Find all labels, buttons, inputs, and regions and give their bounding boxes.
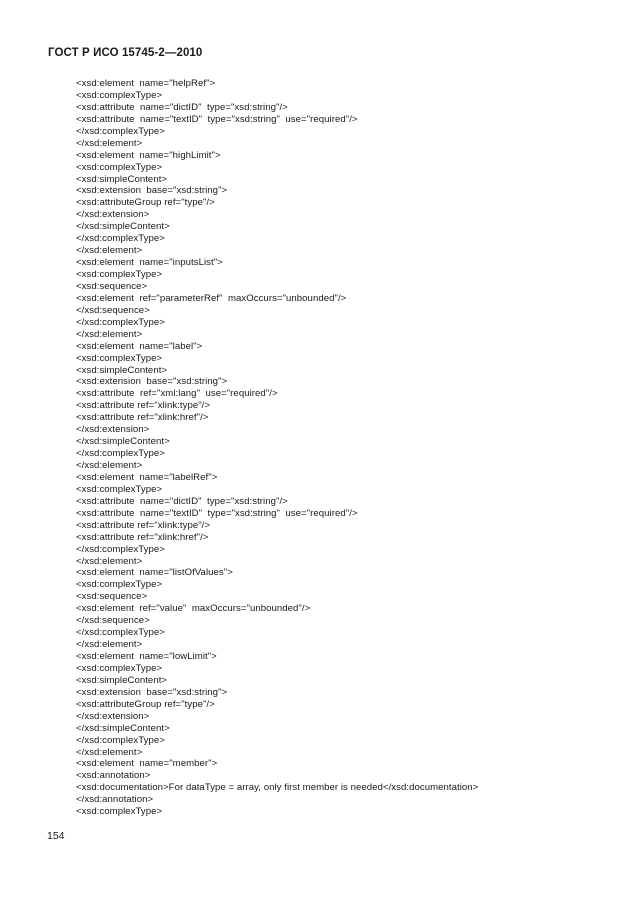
code-line: <xsd:element name="labelRef"> xyxy=(76,471,218,483)
code-line: <xsd:simpleContent> xyxy=(76,173,168,185)
code-line: <xsd:sequence> xyxy=(76,591,148,603)
code-line: <xsd:element ref="parameterRef" maxOccurs="unbounded"/> xyxy=(76,292,347,304)
code-line: <xsd:complexType> xyxy=(76,806,163,818)
code-line: <xsd:complexType> xyxy=(76,269,163,280)
code-line: <xsd:attribute ref="xlink:type"/> xyxy=(76,519,211,531)
code-line: <xsd:attribute name="dictID" type="xsd:string"/> xyxy=(76,495,288,507)
code-line: <xsd:attribute name="dictID" type="xsd:string"/> xyxy=(76,101,288,113)
code-line: </xsd:annotation> xyxy=(76,794,154,806)
code-line: <xsd:simpleContent> xyxy=(76,674,168,686)
code-line: </xsd:simpleContent> xyxy=(76,722,170,734)
code-line: </xsd:element> xyxy=(76,245,143,257)
code-line: <xsd:attribute ref="xml:lang" use="required"/> xyxy=(76,388,278,400)
code-line: <xsd:complexType> xyxy=(76,662,163,674)
code-line: <xsd:element name="label"> xyxy=(76,340,203,352)
code-line: <xsd:sequence> xyxy=(76,280,148,292)
code-line: </xsd:extension> xyxy=(76,209,150,221)
code-line: <xsd:complexType> xyxy=(76,89,163,101)
code-line: </xsd:extension> xyxy=(76,710,150,722)
code-line: </xsd:complexType> xyxy=(76,627,165,639)
code-line: <xsd:complexType> xyxy=(76,352,163,364)
code-line: </xsd:complexType> xyxy=(76,543,165,555)
page-header-title: ГОСТ Р ИСО 15745-2—2010 xyxy=(48,47,203,59)
code-line: <xsd:extension base="xsd:string"> xyxy=(76,185,228,197)
code-line: <xsd:complexType> xyxy=(76,579,163,591)
code-line: <xsd:element name="helpRef"> xyxy=(76,78,216,89)
code-line: </xsd:complexType> xyxy=(76,448,165,460)
code-line: </xsd:simpleContent> xyxy=(76,221,170,233)
code-line: <xsd:simpleContent> xyxy=(76,364,168,376)
code-line: <xsd:extension base="xsd:string"> xyxy=(76,686,228,698)
code-line: <xsd:documentation>For dataType = array, only first member is needed</xsd:documentation> xyxy=(76,782,479,794)
code-line: </xsd:complexType> xyxy=(76,233,165,245)
code-line: </xsd:element> xyxy=(76,639,143,651)
code-line: </xsd:element> xyxy=(76,555,143,567)
xsd-code-listing xyxy=(76,78,478,818)
code-line: </xsd:element> xyxy=(76,328,143,340)
code-line: </xsd:element> xyxy=(76,746,143,758)
code-line: <xsd:attribute ref="xlink:href"/> xyxy=(76,412,209,424)
code-line: <xsd:complexType> xyxy=(76,483,163,495)
code-line: <xsd:attribute name="textID" type="xsd:string" use="required"/> xyxy=(76,113,358,125)
code-line: <xsd:annotation> xyxy=(76,770,151,782)
code-line: <xsd:extension base="xsd:string"> xyxy=(76,376,228,388)
page-number: 154 xyxy=(47,830,65,842)
code-line: </xsd:complexType> xyxy=(76,316,165,328)
code-line: </xsd:element> xyxy=(76,137,143,149)
code-line: <xsd:element name="member"> xyxy=(76,758,218,770)
code-line: <xsd:element ref="value" maxOccurs="unbounded"/> xyxy=(76,603,311,615)
code-line: </xsd:complexType> xyxy=(76,734,165,746)
code-line: <xsd:attribute name="textID" type="xsd:string" use="required"/> xyxy=(76,507,358,519)
code-line: <xsd:attributeGroup ref="type"/> xyxy=(76,197,215,209)
code-line: </xsd:sequence> xyxy=(76,615,150,627)
code-line: </xsd:complexType> xyxy=(76,125,165,137)
code-line: <xsd:complexType> xyxy=(76,161,163,173)
code-line: </xsd:extension> xyxy=(76,424,150,436)
code-line: </xsd:simpleContent> xyxy=(76,436,170,448)
code-line: <xsd:attribute ref="xlink:type"/> xyxy=(76,400,211,412)
code-line: <xsd:element name="listOfValues"> xyxy=(76,567,233,579)
code-line: </xsd:sequence> xyxy=(76,304,150,316)
code-line: </xsd:element> xyxy=(76,460,143,471)
code-line: <xsd:attribute ref="xlink:href"/> xyxy=(76,531,209,543)
code-line: <xsd:element name="inputsList"> xyxy=(76,257,223,269)
code-line: <xsd:element name="highLimit"> xyxy=(76,149,221,161)
code-line: <xsd:element name="lowLimit"> xyxy=(76,651,217,662)
code-line: <xsd:attributeGroup ref="type"/> xyxy=(76,698,215,710)
